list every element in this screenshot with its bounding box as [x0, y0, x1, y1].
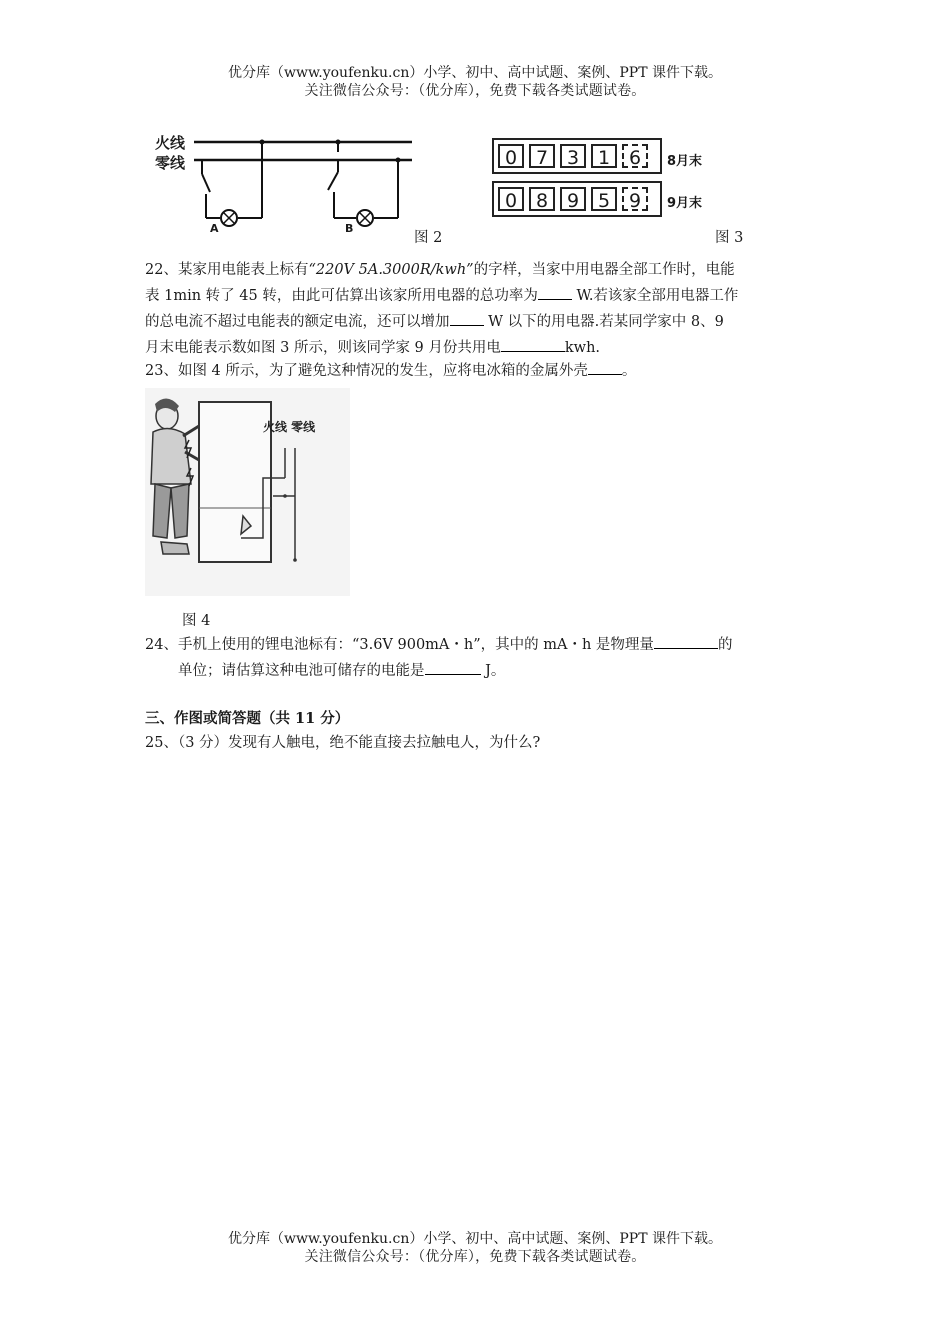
figure-3-caption: 图 3: [715, 230, 744, 246]
q22-line-2: 表 1min 转了 45 转，由此可估算出该家所用电器的总功率为 W.若该家全部用电器工作: [145, 283, 810, 309]
page-footer: [0, 1230, 950, 1266]
neutral-wire-label: 零线: [155, 154, 186, 172]
footer-line-2: 关注微信公众号：（优分库），免费下载各类试题试卷。: [304, 1249, 646, 1265]
q24-line-1: 24、手机上使用的锂电池标有：“3.6V 900mA・h”，其中的 mA・h 是物理量 的: [145, 632, 810, 658]
page-header: [0, 64, 950, 100]
figure-4-caption: 图 4: [182, 613, 211, 629]
meter-sep-digit: 5: [591, 187, 617, 211]
meter-sep-label: 9月末: [667, 196, 703, 211]
meter-aug-digits: [498, 144, 653, 168]
answer-blank[interactable]: [501, 335, 565, 352]
meter-aug-digit: 7: [529, 144, 555, 168]
question-24: [145, 632, 810, 684]
answer-blank[interactable]: [425, 658, 481, 675]
meter-sep-digits: [498, 187, 653, 211]
lamp-b-label: B: [345, 222, 354, 235]
question-23: 23、如图 4 所示，为了避免这种情况的发生，应将电冰箱的金属外壳 。: [145, 358, 810, 384]
q22-meter-spec: “220V 5A.3000R/kwh”: [308, 262, 474, 278]
meter-aug-digit: 0: [498, 144, 524, 168]
q22-line-1: 22、某家用电能表上标有“220V 5A.3000R/kwh”的字样，当家中用电器全部工作时，电能: [145, 262, 735, 278]
section-3-title: 三、作图或简答题（共 11 分）: [145, 710, 350, 727]
header-line-1: 优分库（www.youfenku.cn）小学、初中、高中试题、案例、PPT 课件下载。: [227, 65, 722, 81]
header-line-2: 关注微信公众号：（优分库），免费下载各类试题试卷。: [304, 83, 646, 99]
meter-sep-digit: 8: [529, 187, 555, 211]
answer-blank[interactable]: [654, 632, 718, 649]
footer-line-1: 优分库（www.youfenku.cn）小学、初中、高中试题、案例、PPT 课件下载。: [227, 1231, 722, 1247]
meter-aug-digit: 1: [591, 144, 617, 168]
meter-sep-digit: 9: [560, 187, 586, 211]
q24-line-2: 单位；请估算这种电池可储存的电能是 J。: [145, 658, 810, 684]
answer-blank[interactable]: [538, 283, 572, 300]
figure-2-circuit: [150, 122, 420, 240]
figure-2-caption: 图 2: [414, 230, 443, 246]
live-wire-label: 火线: [155, 134, 186, 152]
q22-line-3: 的总电流不超过电能表的额定电流，还可以增加 W 以下的用电器.若某同学家中 8、9: [145, 309, 810, 335]
answer-blank[interactable]: [588, 358, 622, 375]
meter-sep-digit: 9: [622, 187, 648, 211]
meter-aug-label: 8月末: [667, 154, 703, 169]
meter-aug-digit: 6: [622, 144, 648, 168]
q22-line-4: 月末电能表示数如图 3 所示，则该同学家 9 月份共用电 kwh.: [145, 335, 810, 361]
answer-blank[interactable]: [450, 309, 484, 326]
meter-aug-digit: 3: [560, 144, 586, 168]
question-25: 25、（3 分）发现有人触电，绝不能直接去拉触电人，为什么?: [145, 735, 541, 751]
figure-4-illustration: [145, 388, 350, 596]
meter-sep-digit: 0: [498, 187, 524, 211]
figure-4-wires-label: 火线 零线: [263, 420, 316, 434]
question-22: [145, 258, 810, 361]
lamp-a-label: A: [210, 222, 219, 235]
